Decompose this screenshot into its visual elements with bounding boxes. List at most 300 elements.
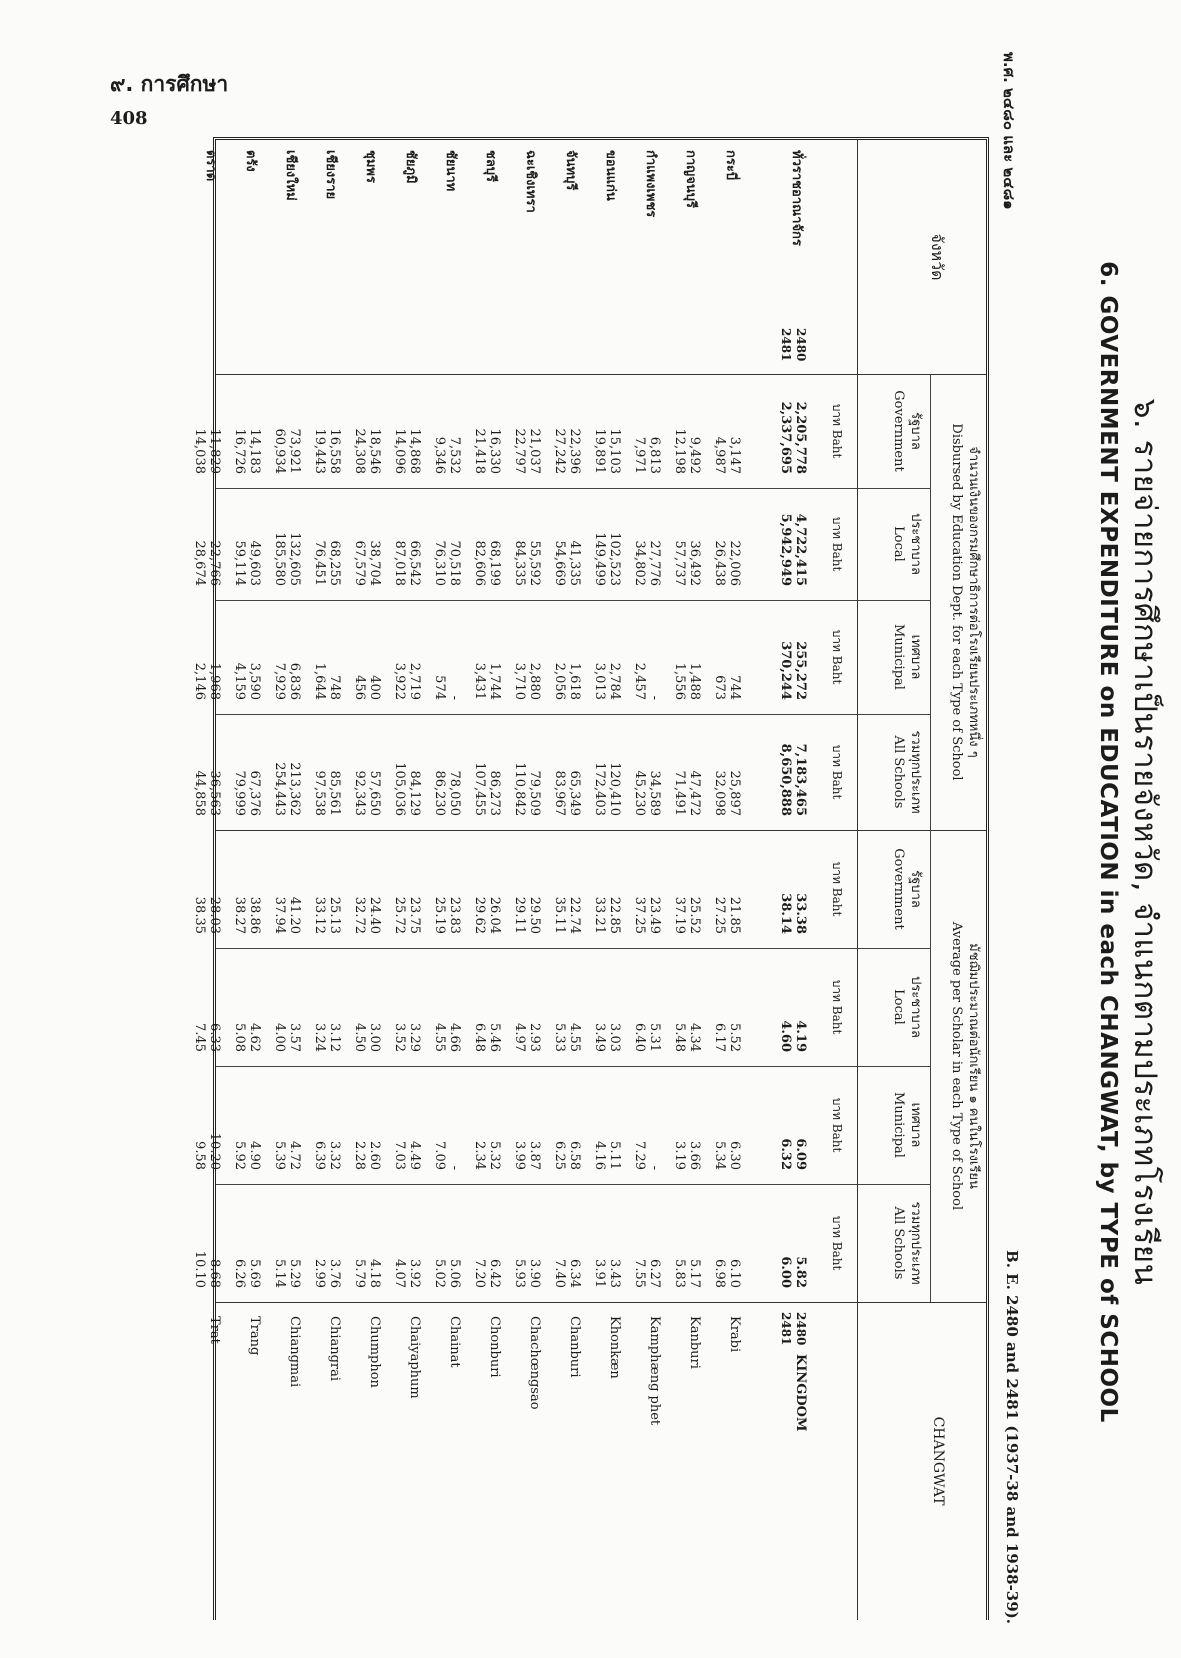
table-cell: 4.50 xyxy=(352,1023,367,1052)
table-cell: 21.85 xyxy=(727,896,742,934)
disbursed-municipal-header: เทศบาล Municipal xyxy=(891,624,923,690)
table-cell: - xyxy=(647,1165,662,1170)
table-cell: 6.10 xyxy=(727,1259,742,1288)
table-cell: 26,438 xyxy=(712,540,727,586)
changwat-name-thai: ฉะเชิงเทรา xyxy=(523,150,538,213)
table-cell: 25.72 xyxy=(392,896,407,934)
table-cell: 25,897 xyxy=(727,770,742,816)
table-row xyxy=(661,140,687,1620)
table-row xyxy=(541,140,567,1620)
table-cell: 673 xyxy=(712,675,727,700)
table-cell: 57,737 xyxy=(672,540,687,586)
table-cell: 3.92 xyxy=(407,1259,422,1288)
table-cell: 18,546 xyxy=(367,428,382,474)
unit-label: บาท Baht xyxy=(830,744,844,800)
table-cell: 3.43 xyxy=(607,1259,622,1288)
table-cell: 22,006 xyxy=(727,540,742,586)
changwat-name-english: Chumphon xyxy=(367,1316,382,1388)
table-cell: 25.13 xyxy=(327,896,342,934)
table-cell: 5.82 xyxy=(793,1256,808,1288)
table-cell: 7,532 xyxy=(447,436,462,474)
table-cell: 5.14 xyxy=(272,1259,287,1288)
table-cell: 255,272 xyxy=(793,641,808,700)
table-cell: 19,443 xyxy=(312,428,327,474)
table-cell: 6.32 xyxy=(778,1138,793,1170)
table-cell: 4.34 xyxy=(687,1023,702,1052)
unit-label: บาท Baht xyxy=(830,629,844,685)
table-cell: 23.49 xyxy=(647,896,662,934)
table-cell: 38.35 xyxy=(192,896,207,934)
table-cell: 55,592 xyxy=(527,540,542,586)
table-cell: 22.85 xyxy=(607,896,622,934)
table-cell: 172,403 xyxy=(592,762,607,816)
table-cell: 9.58 xyxy=(192,1141,207,1170)
table-cell: 47,472 xyxy=(687,770,702,816)
table-cell: 2,784 xyxy=(607,662,622,700)
table-cell: 7.09 xyxy=(432,1141,447,1170)
changwat-name-thai: ชุมพร xyxy=(363,150,378,183)
table-cell: 1,744 xyxy=(487,662,502,700)
changwat-name-thai: กระบี่ xyxy=(723,150,738,181)
table-cell: 3,147 xyxy=(727,436,742,474)
disbursed-all-header: รวมทุกประเภท All Schools xyxy=(891,730,923,814)
table-cell: 6,813 xyxy=(647,436,662,474)
table-cell: 9,346 xyxy=(432,436,447,474)
average-government-header: รัฐบาล Government xyxy=(891,848,923,930)
table-cell: 6.48 xyxy=(472,1023,487,1052)
table-cell: 84,129 xyxy=(407,770,422,816)
table-cell: 6.34 xyxy=(567,1259,582,1288)
table-cell: 25.52 xyxy=(687,896,702,934)
table-cell: 3.99 xyxy=(512,1141,527,1170)
table-cell: 370,244 xyxy=(778,641,793,700)
year-label: 2481 xyxy=(779,1312,793,1346)
table-cell: 33.12 xyxy=(312,896,327,934)
table-cell: 5.29 xyxy=(287,1259,302,1288)
changwat-name-english: Chanburi xyxy=(567,1316,582,1378)
table-cell: 35.11 xyxy=(552,896,567,934)
table-cell: 4.55 xyxy=(567,1023,582,1052)
table-cell: 7,183,465 xyxy=(793,743,808,816)
table-cell: 22,797 xyxy=(512,428,527,474)
table-cell: 45,230 xyxy=(632,770,647,816)
table-cell: 1,488 xyxy=(687,662,702,700)
table-cell: 32,098 xyxy=(712,770,727,816)
table-cell: 5.69 xyxy=(247,1259,262,1288)
table-row xyxy=(221,140,247,1620)
table-cell: 7.03 xyxy=(392,1141,407,1170)
table-cell: - xyxy=(447,1165,462,1170)
table-cell: 29.11 xyxy=(512,896,527,934)
table-cell: 84,335 xyxy=(512,540,527,586)
table-cell: 5.11 xyxy=(607,1141,622,1170)
table-cell: 456 xyxy=(352,675,367,700)
table-cell: 79,509 xyxy=(527,770,542,816)
table-cell: 87,018 xyxy=(392,540,407,586)
table-cell: 36,563 xyxy=(207,770,222,816)
table-cell: 5.93 xyxy=(512,1259,527,1288)
page-number: 408 xyxy=(110,108,148,129)
table-cell: 23.75 xyxy=(407,896,422,934)
table-cell: 5.83 xyxy=(672,1259,687,1288)
changwat-header-english: CHANGWAT xyxy=(930,1416,946,1506)
table-cell: 86,273 xyxy=(487,770,502,816)
table-cell: 1,644 xyxy=(312,662,327,700)
table-cell: 24.40 xyxy=(367,896,382,934)
changwat-name-thai: ขอนแก่น xyxy=(603,150,618,201)
table-cell: 3.66 xyxy=(687,1141,702,1170)
table-cell: 2.99 xyxy=(312,1259,327,1288)
rotated-table-page xyxy=(192,52,1181,1632)
changwat-name-english: Chainat xyxy=(447,1316,462,1368)
table-cell: 83,967 xyxy=(552,770,567,816)
changwat-name-thai: ชลบุรี xyxy=(483,150,498,183)
table-cell: - xyxy=(647,695,662,700)
table-cell: 38,704 xyxy=(367,540,382,586)
changwat-name-english: Chiangmai xyxy=(287,1316,302,1388)
changwat-name-thai: ทั่วราชอาณาจักร xyxy=(789,150,804,246)
table-cell: 28.03 xyxy=(207,896,222,934)
table-cell: 97,538 xyxy=(312,770,327,816)
table-cell: 37.94 xyxy=(272,896,287,934)
table-cell: 8,650,888 xyxy=(778,743,793,816)
table-cell: 34,589 xyxy=(647,770,662,816)
table-cell: 29.62 xyxy=(472,896,487,934)
average-all-header: รวมทุกประเภท All Schools xyxy=(891,1201,923,1285)
table-cell: 22.74 xyxy=(567,896,582,934)
table-cell: 54,669 xyxy=(552,540,567,586)
table-cell: 28,674 xyxy=(192,540,207,586)
table-cell: 3.19 xyxy=(672,1141,687,1170)
table-row xyxy=(381,140,407,1620)
table-cell: 22,766 xyxy=(207,540,222,586)
table-cell: 2,146 xyxy=(192,662,207,700)
table-row xyxy=(461,140,487,1620)
table-cell: 6.40 xyxy=(632,1023,647,1052)
table-cell: 2,205,778 xyxy=(793,401,808,474)
table-cell: 5.31 xyxy=(647,1023,662,1052)
table-cell: 6.42 xyxy=(487,1259,502,1288)
table-cell: 400 xyxy=(367,675,382,700)
table-cell: 7.55 xyxy=(632,1259,647,1288)
table-cell: 16,558 xyxy=(327,428,342,474)
table-cell: 7.20 xyxy=(472,1259,487,1288)
table-cell: 5.32 xyxy=(487,1141,502,1170)
changwat-name-english: Chonburi xyxy=(487,1316,502,1378)
unit-label: บาท Baht xyxy=(830,979,844,1035)
average-municipal-header: เทศบาล Municipal xyxy=(891,1092,923,1158)
table-cell: 4.55 xyxy=(432,1023,447,1052)
table-cell: 7.40 xyxy=(552,1259,567,1288)
table-cell: 14,096 xyxy=(392,428,407,474)
table-cell: 5.46 xyxy=(487,1023,502,1052)
table-cell: 574 xyxy=(432,675,447,700)
table-cell: 76,451 xyxy=(312,540,327,586)
table-cell: 14,868 xyxy=(407,428,422,474)
table-cell: 3.29 xyxy=(407,1023,422,1052)
table-cell: 41.20 xyxy=(287,896,302,934)
table-cell: 5.33 xyxy=(552,1023,567,1052)
table-cell: 23.83 xyxy=(447,896,462,934)
changwat-name-thai: เชียงใหม่ xyxy=(283,150,298,201)
table-cell: 37.25 xyxy=(632,896,647,934)
table-cell: 7,929 xyxy=(272,662,287,700)
table-cell: 2.60 xyxy=(367,1141,382,1170)
table-cell: 5.17 xyxy=(687,1259,702,1288)
table-cell: 5.48 xyxy=(672,1023,687,1052)
unit-label: บาท Baht xyxy=(830,516,844,572)
changwat-name-english: Trang xyxy=(247,1316,262,1356)
table-cell: 1,556 xyxy=(672,662,687,700)
table-cell: 4.62 xyxy=(247,1023,262,1052)
table-cell: 32.72 xyxy=(352,896,367,934)
table-cell: 6.09 xyxy=(793,1138,808,1170)
table-cell: 67,579 xyxy=(352,540,367,586)
table-cell: 86,230 xyxy=(432,770,447,816)
table-cell: 6.33 xyxy=(207,1023,222,1052)
table-cell: 4.90 xyxy=(247,1141,262,1170)
table-cell: 6.25 xyxy=(552,1141,567,1170)
table-cell: 73,921 xyxy=(287,428,302,474)
table-cell: 37.19 xyxy=(672,896,687,934)
unit-label: บาท Baht xyxy=(830,1097,844,1153)
changwat-name-thai: กำแพงเพชร xyxy=(643,150,658,218)
table-row xyxy=(341,140,367,1620)
table-cell: 78,050 xyxy=(447,770,462,816)
table-cell: 27,242 xyxy=(552,428,567,474)
table-cell: 9,492 xyxy=(687,436,702,474)
table-cell: 185,580 xyxy=(272,532,287,586)
table-cell: 68,255 xyxy=(327,540,342,586)
table-cell: - xyxy=(447,695,462,700)
table-cell: 5.02 xyxy=(432,1259,447,1288)
table-cell: 132,605 xyxy=(287,532,302,586)
table-cell: 6.39 xyxy=(312,1141,327,1170)
table-cell: 12,198 xyxy=(672,428,687,474)
chapter-heading: ๙. การศึกษา xyxy=(110,72,229,96)
table-cell: 254,443 xyxy=(272,762,287,816)
table-cell: 82,606 xyxy=(472,540,487,586)
table-cell: 6.00 xyxy=(778,1256,793,1288)
table-row xyxy=(261,140,287,1620)
table-cell: 2,457 xyxy=(632,662,647,700)
table-cell: 67,376 xyxy=(247,770,262,816)
table-cell: 41,335 xyxy=(567,540,582,586)
table-cell: 748 xyxy=(327,675,342,700)
disbursed-local-header: ประชาบาล Local xyxy=(891,513,923,575)
table-cell: 4,722,415 xyxy=(793,513,808,586)
table-cell: 71,491 xyxy=(672,770,687,816)
table-cell: 15,103 xyxy=(607,428,622,474)
table-cell: 744 xyxy=(727,675,742,700)
table-cell: 22,396 xyxy=(567,428,582,474)
table-cell: 213,362 xyxy=(287,762,302,816)
table-cell: 38.27 xyxy=(232,896,247,934)
table-cell: 8.68 xyxy=(207,1259,222,1288)
table-cell: 102,523 xyxy=(607,532,622,586)
years-english: B. E. 2480 and 2481 (1937-38 and 1938-39). xyxy=(1003,1250,1021,1624)
table-cell: 3,590 xyxy=(247,662,262,700)
year-label: 2480 xyxy=(794,1312,808,1346)
table-cell: 149,499 xyxy=(592,532,607,586)
table-row xyxy=(301,140,327,1620)
table-cell: 5.08 xyxy=(232,1023,247,1052)
changwat-name-thai: ชัยนาท xyxy=(443,150,458,192)
table-cell: 105,036 xyxy=(392,762,407,816)
table-cell: 3.24 xyxy=(312,1023,327,1052)
table-cell: 3.57 xyxy=(287,1023,302,1052)
table-cell: 76,310 xyxy=(432,540,447,586)
years-thai: พ.ศ. ๒๔๘๐ และ ๒๔๘๑ xyxy=(1000,52,1018,210)
table-row xyxy=(767,140,793,1620)
table-cell: 2,056 xyxy=(552,662,567,700)
table-cell: 14,038 xyxy=(192,428,207,474)
changwat-name-english: Krabi xyxy=(727,1316,742,1353)
table-cell: 6.30 xyxy=(727,1141,742,1170)
table-row xyxy=(181,140,207,1620)
table-cell: 79,999 xyxy=(232,770,247,816)
table-cell: 26.04 xyxy=(487,896,502,934)
table-cell: 10.20 xyxy=(207,1132,222,1170)
changwat-name-thai: ชัยภูมิ xyxy=(403,150,418,184)
changwat-header-thai: จังหวัด xyxy=(928,233,947,281)
table-cell: 85,561 xyxy=(327,770,342,816)
average-local-header: ประชาบาล Local xyxy=(891,976,923,1038)
table-cell: 19,891 xyxy=(592,428,607,474)
unit-label: บาท Baht xyxy=(830,1215,844,1271)
changwat-name-english: Chaiyaphum xyxy=(407,1316,422,1399)
table-cell: 3.76 xyxy=(327,1259,342,1288)
table-cell: 7.29 xyxy=(632,1141,647,1170)
changwat-name-english: Kanburi xyxy=(687,1316,702,1369)
table-cell: 21,037 xyxy=(527,428,542,474)
table-cell: 16,726 xyxy=(232,428,247,474)
changwat-name-english: Chiangrai xyxy=(327,1316,342,1382)
table-cell: 57,650 xyxy=(367,770,382,816)
table-cell: 6.98 xyxy=(712,1259,727,1288)
changwat-name-thai: เชียงราย xyxy=(323,150,338,200)
disbursed-government-header: รัฐบาล Government xyxy=(891,390,923,472)
table-cell: 4.16 xyxy=(592,1141,607,1170)
table-cell: 21,418 xyxy=(472,428,487,474)
table-cell: 3,922 xyxy=(392,662,407,700)
unit-label: บาท Baht xyxy=(830,403,844,459)
table-cell: 6,836 xyxy=(287,662,302,700)
table-row xyxy=(701,140,727,1620)
table-cell: 3.32 xyxy=(327,1141,342,1170)
changwat-name-english: Chachœngsao xyxy=(527,1316,542,1410)
table-cell: 3.91 xyxy=(592,1259,607,1288)
average-group-header: มัชฌิมประมาณต่อนักเรียน ๑ คนในโรงเรียน Average per Scholar in each Type of School xyxy=(949,921,981,1211)
table-cell: 3.52 xyxy=(392,1023,407,1052)
table-row xyxy=(621,140,647,1620)
table-cell: 66,542 xyxy=(407,540,422,586)
year-label: 2480 xyxy=(794,328,808,362)
table-cell: 24,308 xyxy=(352,428,367,474)
table-cell: 70,518 xyxy=(447,540,462,586)
table-row xyxy=(421,140,447,1620)
table-cell: 29.50 xyxy=(527,896,542,934)
table-cell: 2.34 xyxy=(472,1141,487,1170)
table-cell: 6.58 xyxy=(567,1141,582,1170)
table-cell: 3,013 xyxy=(592,662,607,700)
table-cell: 38.14 xyxy=(778,893,793,934)
table-cell: 4,987 xyxy=(712,436,727,474)
table-cell: 2,719 xyxy=(407,662,422,700)
table-cell: 4.66 xyxy=(447,1023,462,1052)
changwat-name-thai: ตรัง xyxy=(243,150,258,172)
table-cell: 4.60 xyxy=(778,1020,793,1052)
table-cell: 4.72 xyxy=(287,1141,302,1170)
disbursed-group-header: จำนวนเงินของกรมศึกษาธิการต่อโรงเรียนประเภทหนึ่ง ๆ Disbursed by Education Dept. for each Type of School xyxy=(949,423,981,781)
table-cell: 4.00 xyxy=(272,1023,287,1052)
table-cell: 7.45 xyxy=(192,1023,207,1052)
unit-label: บาท Baht xyxy=(830,861,844,917)
changwat-name-english: Khonkæn xyxy=(607,1316,622,1379)
table-cell: 59,114 xyxy=(232,540,247,586)
table-cell: 110,842 xyxy=(512,762,527,816)
table-cell: 16,330 xyxy=(487,428,502,474)
table-cell: 4.49 xyxy=(407,1141,422,1170)
table-cell: 5.52 xyxy=(727,1023,742,1052)
table-cell: 6.17 xyxy=(712,1023,727,1052)
table-cell: 3,431 xyxy=(472,662,487,700)
table-cell: 3.90 xyxy=(527,1259,542,1288)
table-cell: 3.00 xyxy=(367,1023,382,1052)
table-cell: 11,829 xyxy=(207,428,222,474)
expenditure-table xyxy=(192,137,989,1620)
table-cell: 5.06 xyxy=(447,1259,462,1288)
table-cell: 4.18 xyxy=(367,1259,382,1288)
table-cell: 27.25 xyxy=(712,896,727,934)
changwat-name-thai: จันทบุรี xyxy=(563,150,578,191)
table-cell: 3.49 xyxy=(592,1023,607,1052)
table-cell: 2,337,695 xyxy=(778,401,793,474)
table-cell: 6.26 xyxy=(232,1259,247,1288)
table-cell: 5.79 xyxy=(352,1259,367,1288)
table-cell: 5,942,949 xyxy=(778,513,793,586)
table-cell: 27,776 xyxy=(647,540,662,586)
table-cell: 2.93 xyxy=(527,1023,542,1052)
table-cell: 36,492 xyxy=(687,540,702,586)
table-cell: 68,199 xyxy=(487,540,502,586)
table-cell: 1,968 xyxy=(207,662,222,700)
year-label: 2481 xyxy=(779,328,793,362)
table-cell: 49,603 xyxy=(247,540,262,586)
table-cell: 1,618 xyxy=(567,662,582,700)
table-cell: 34,802 xyxy=(632,540,647,586)
table-cell: 33.21 xyxy=(592,896,607,934)
changwat-name-english: Kamphæng phet xyxy=(647,1316,662,1426)
table-cell: 2,880 xyxy=(527,662,542,700)
table-title-english: 6. GOVERNMENT EXPENDITURE on EDUCATION in each CHANGWAT, by TYPE of SCHOOL xyxy=(1095,261,1121,1423)
table-cell: 33.38 xyxy=(793,893,808,934)
table-cell: 14,183 xyxy=(247,428,262,474)
table-cell: 5.92 xyxy=(232,1141,247,1170)
table-cell: 7,971 xyxy=(632,436,647,474)
table-cell: 2.28 xyxy=(352,1141,367,1170)
changwat-name-thai: ตราด xyxy=(203,150,218,182)
table-cell: 25.19 xyxy=(432,896,447,934)
table-title-thai: ๖. รายจ่ายการศึกษาเป็นรายจังหวัด, จำแนกตามประเภทโรงเรียน xyxy=(1127,398,1163,1286)
table-cell: 4.97 xyxy=(512,1023,527,1052)
table-cell: 5.34 xyxy=(712,1141,727,1170)
table-row xyxy=(501,140,527,1620)
table-cell: 4.19 xyxy=(793,1020,808,1052)
table-cell: 38.86 xyxy=(247,896,262,934)
table-cell: 3,710 xyxy=(512,662,527,700)
table-cell: 44,858 xyxy=(192,770,207,816)
